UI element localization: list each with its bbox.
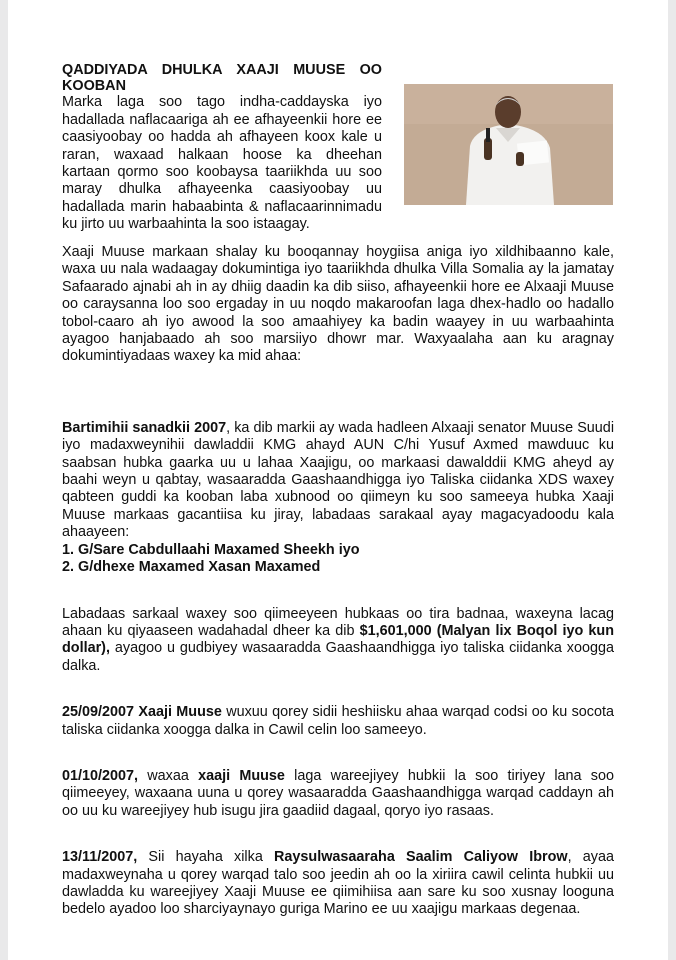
paragraph-13-11-2007-body: , ayaa madaxweynaha u qorey warqad talo soo jeedin ah oo la xiriira cawil celinta hubkii uu dawladda ku wareejiyey Xaaji Muuse ee qiimihiisa aan sare ku soo xusnay looguna bedelo ayadoo loo sharciyaynayo guriga Marino ee uu xaajigu markaas degenaa.	[62, 849, 614, 918]
paragraph-01-10-2007-mid: waxaa	[138, 767, 199, 784]
valuation-text-start: Labadaas sarkaal waxey soo qiimeeyeen hubkaas oo tira badnaa, waxeyna lacag ahaan ku qiyaaseen wadahadal dheer ka dib	[62, 605, 614, 639]
paragraph-25-09-2007-body: wuxuu qorey sidii heshiisku ahaa warqad codsi oo ku socota taliska ciidanka xoogga dalka in Cawil celin loo sameeyo.	[62, 704, 614, 738]
date-13-11-2007: 13/11/2007,	[62, 849, 138, 866]
paragraph-13-11-2007-mid: Sii hayaha xilka	[137, 849, 275, 866]
document-title: QADDIYADA DHULKA XAAJI MUUSE OO KOOBAN	[62, 62, 382, 95]
valuation-amount: $1,601,000 (Malyan lix Boqol iyo kun dollar),	[62, 622, 615, 657]
paragraph-01-10-2007-body: laga wareejiyey hubkii la soo tiriyey lana soo qiimeeyey, waxaana uuna u qorey wasaaradda Gaashaandhigga warqad caddayn ah oo uu ku wareejiyey hub isugu jira gaadiid dagaal, qoryo iyo rasaas.	[62, 767, 614, 819]
paragraph-2007	[62, 420, 614, 542]
paragraph-visit: Xaaji Muuse markaan shalay ku booqannay hoygiisa aniga iyo xildhibaanno kale, waxa uu nala wadaagay dokumintiga iyo taariikhda dhulka Villa Somalia ay la jamatay Safaarado ajnabi ah in ay dhiig daadin ka dib siiso, afhayeenkii hore ee Alxaaji Muuse oo caraysanna loo soo ergaday in uu noqdo makaroofan laga dhex-hadlo oo hadallo tobol-caaro ah iyo awood la soo amaahiyey ka badin waayey in uu warbaahinta ayagoo hanjabaado ah soo marsiiyo dhowr mar. Waxyaalaha aan ku aragnay dokumintiyadaas waxey ka mid ahaa:	[62, 244, 614, 365]
microphone	[486, 128, 490, 142]
officers-list	[62, 542, 614, 577]
speaker-hand-paper	[516, 152, 524, 166]
intro-text-block	[62, 62, 382, 234]
paragraph-01-10-2007	[62, 768, 614, 820]
paragraph-13-11-2007	[62, 849, 614, 919]
paragraph-2007-body: , ka dib markii ay wada hadleen Alxaaji senator Muuse Suudi iyo madaxweynihii dawladdii KMG ahayd AUN C/hi Yusuf Axmed mawduuc ku saabsan hubka gaarka uu u lahaa Xaajigu, oo markaasi dawalddii KMG aheyd ay baahi weyn u qabtay, wasaaradda Gaashaandhigga iyo Taliska ciidanka XDS waxey qabteen guddi ka kooban laba xubnood oo qiimeyn ku soo sameeya hubka Xaaji Muuse markaas gacantiisa ku jiray, labadaas sarakaal ayay magacyadoodu kala ahaayeen:	[62, 419, 615, 541]
intro-paragraph: Marka laga soo tago indha-caddayska iyo hadallada naflacaariga ah ee afhayeenkii hore ee caasiyoobay oo hadda ah afhayeen koox kale u raran, waxaad halkaan hoose ka dheehan kartaan qormo soo koobaysa taariikhda uu soo maray dhulka afhayeenka caasiyoobay uu hadallada marin habaabinta & naflacaarinnimadu ku jirto uu warbaahinta la soo istaagay.	[62, 94, 382, 233]
speaker-photo-illustration	[404, 84, 613, 205]
speaker-photo	[404, 84, 613, 205]
officers-list-item: 2. G/dhexe Maxamed Xasan Maxamed	[62, 559, 321, 576]
date-01-10-2007: 01/10/2007,	[62, 767, 139, 784]
officers-list-item: 1. G/Sare Cabdullaahi Maxamed Sheekh iyo	[62, 541, 360, 558]
name-xaaji-muuse: xaaji Muuse	[198, 767, 285, 784]
intro-section	[62, 62, 614, 244]
name-prime-minister: Raysulwasaaraha Saalim Caliyow Ibrow	[274, 849, 568, 866]
document-content	[62, 62, 614, 948]
document-page	[8, 0, 668, 960]
spacer	[62, 577, 614, 606]
spacer	[62, 395, 614, 420]
speaker-head	[495, 96, 521, 128]
paragraph-2007-lead: Bartimihii sanadkii 2007	[62, 419, 227, 436]
paragraph-25-09-2007	[62, 704, 614, 739]
date-25-09-2007: 25/09/2007 Xaaji Muuse	[62, 704, 222, 721]
paragraph-valuation	[62, 606, 614, 676]
valuation-text-end: ayagoo u gudbiyey wasaaradda Gaashaandhigga iyo taliska ciidanka xoogga dalka.	[62, 640, 614, 674]
